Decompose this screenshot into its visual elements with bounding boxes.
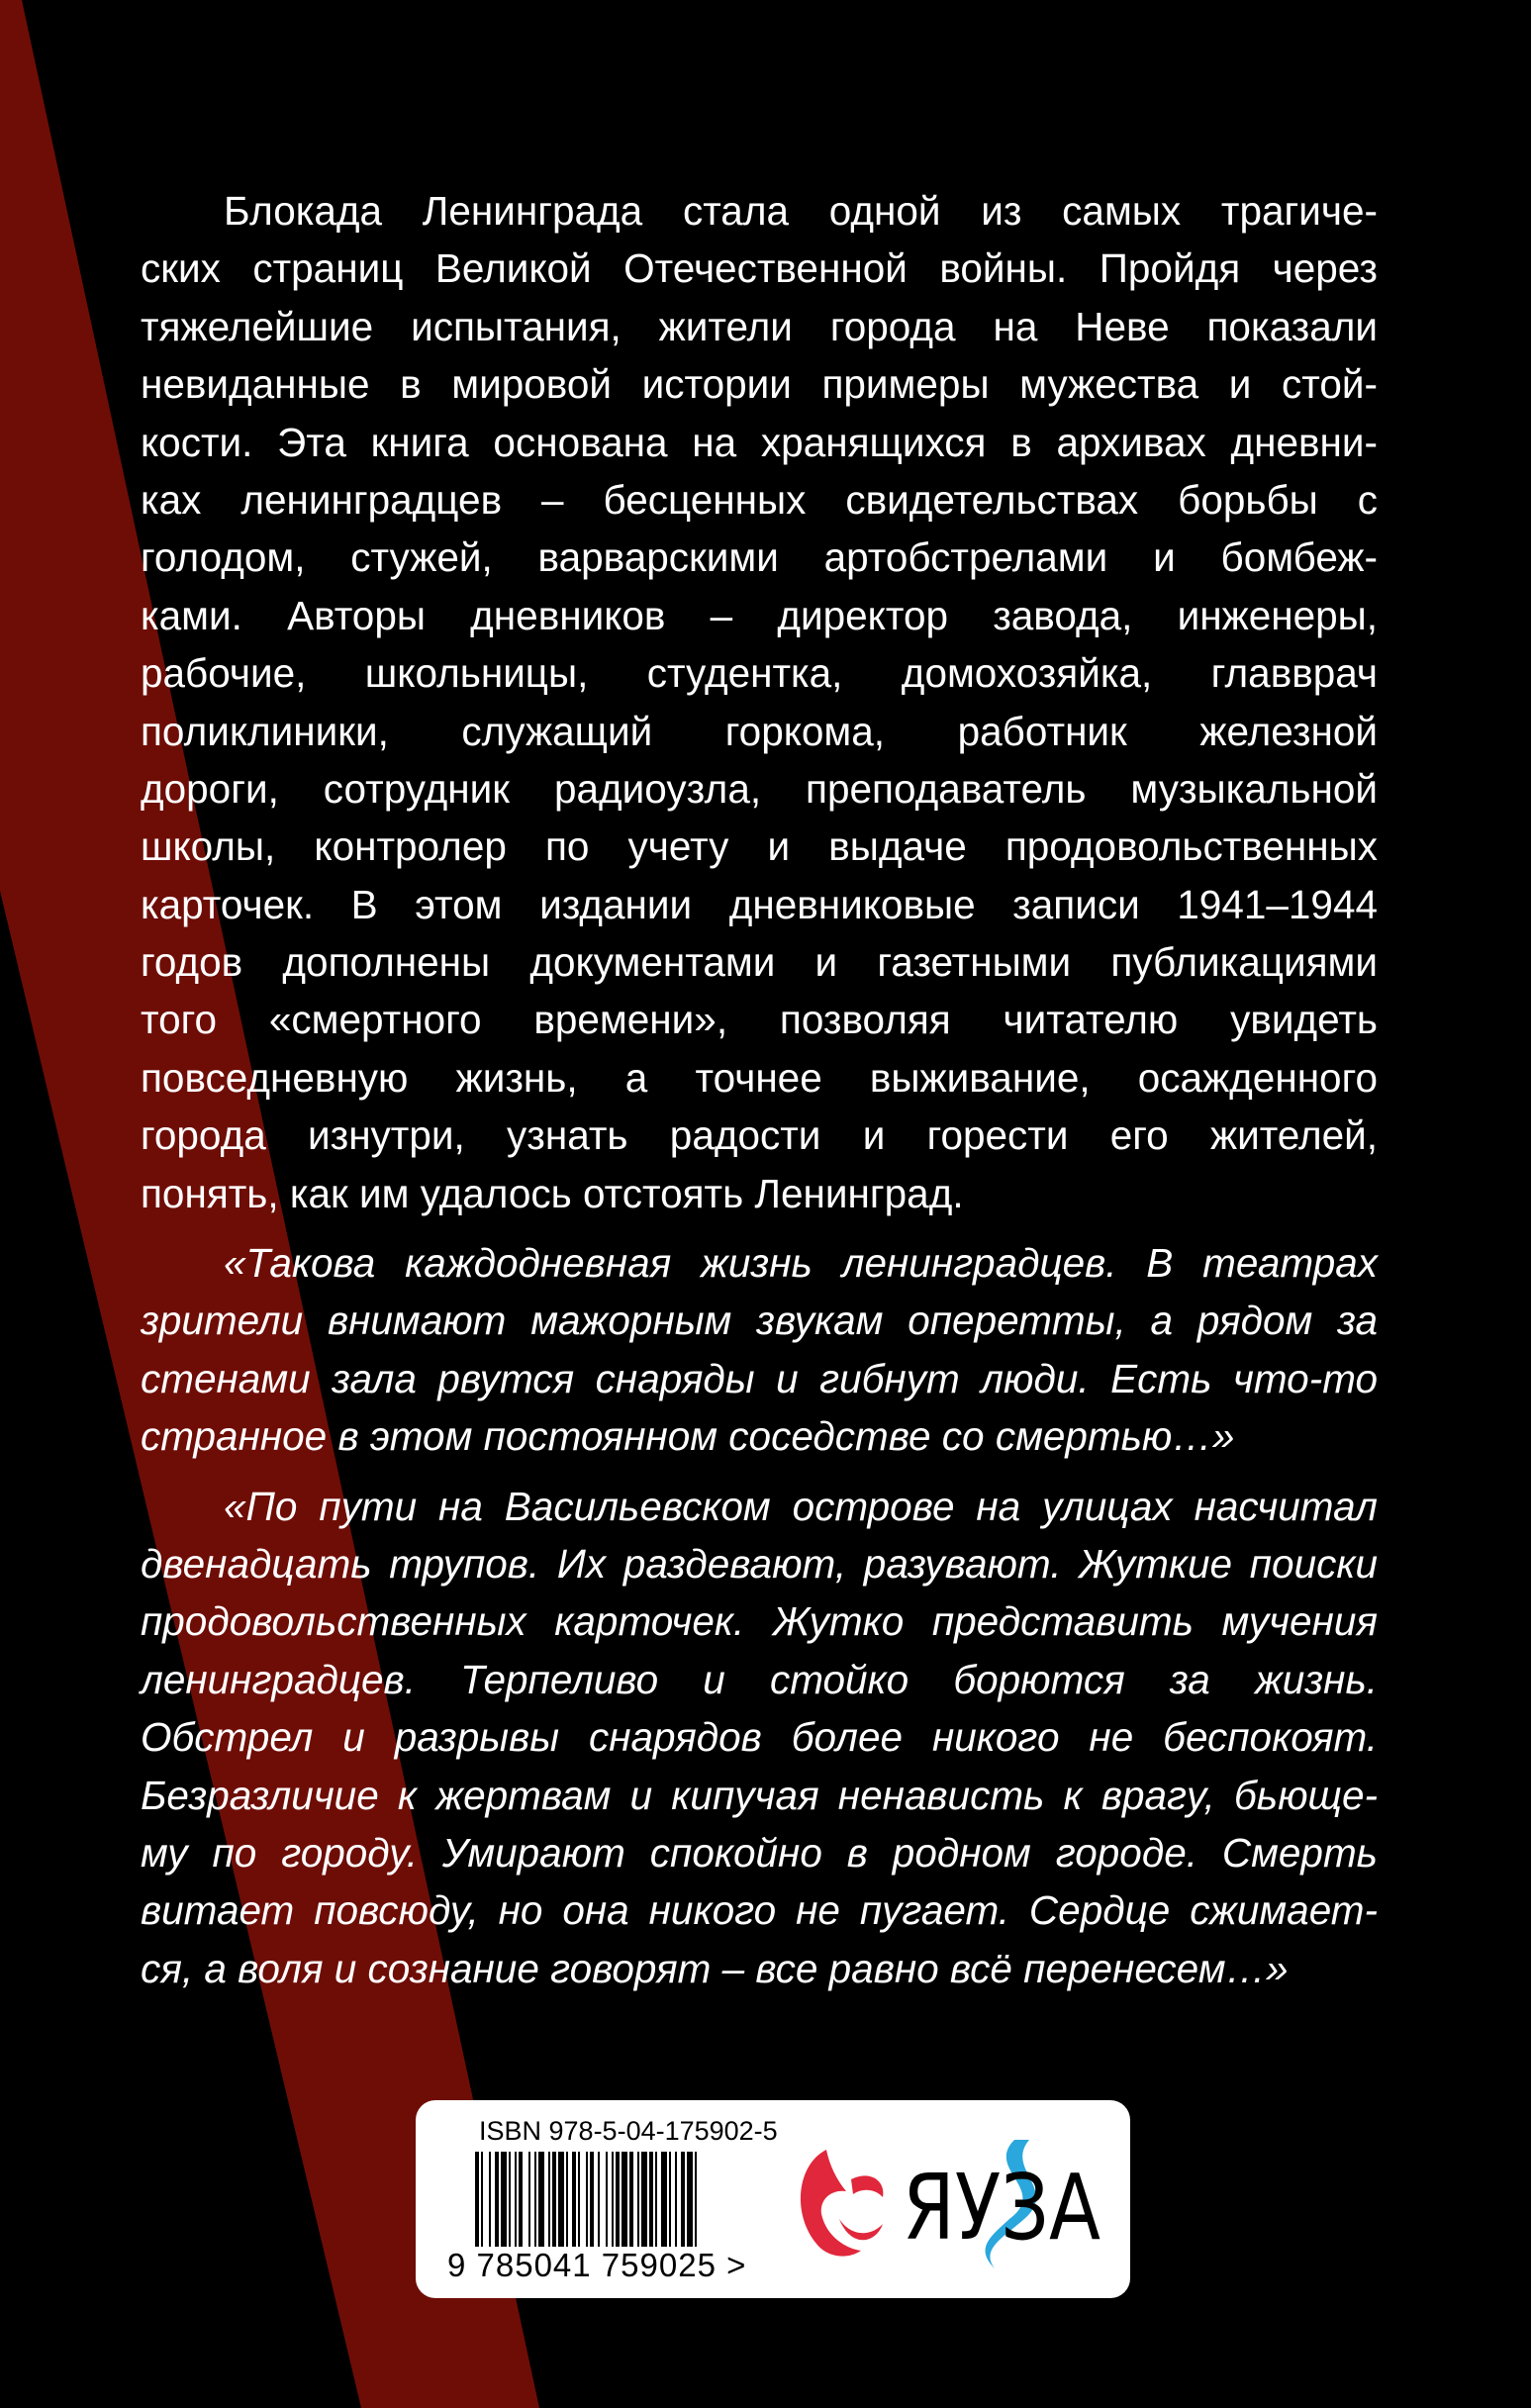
description-line: дороги, сотрудник радиоузла, преподаватель музыкальной — [141, 765, 1378, 812]
barcode-bar — [675, 2152, 677, 2247]
quote-line: му по городу. Умирают спокойно в родном городе. Смерть — [141, 1829, 1378, 1876]
barcode-bar — [519, 2152, 523, 2247]
barcode-bar — [509, 2152, 511, 2247]
description-line: годов дополнены документами и газетными публикациями — [141, 939, 1378, 986]
description-line: голодом, стужей, варварскими артобстрелами и бомбеж- — [141, 534, 1378, 581]
barcode-bar — [566, 2152, 568, 2247]
quote-line: ся, а воля и сознание говорят – все равно всё перенесем…» — [141, 1945, 1289, 1991]
description-line: понять, как им удалось отстоять Ленинград. — [141, 1170, 964, 1216]
description-line: Блокада Ленинграда стала одной из самых трагиче- — [224, 188, 1378, 234]
barcode-bar — [528, 2152, 530, 2247]
description-line: карточек. В этом издании дневниковые записи 1941–1944 — [141, 881, 1378, 927]
description-line: города изнутри, узнать радости и горести его жителей, — [141, 1112, 1378, 1159]
barcode-bar — [475, 2152, 479, 2247]
barcode-bar — [641, 2152, 647, 2247]
description-line: того «смертного времени», позволяя читателю увидеть — [141, 997, 1378, 1043]
barcode-bar — [534, 2152, 536, 2247]
quote-paragraph-2 — [141, 1478, 1378, 1998]
barcode-panel — [416, 2100, 1130, 2298]
barcode-bar — [598, 2152, 600, 2247]
barcode-bar — [649, 2152, 653, 2247]
barcode-bar — [558, 2152, 564, 2247]
publisher-logo — [792, 2120, 1108, 2278]
barcode-bar — [612, 2152, 614, 2247]
barcode-bar — [572, 2152, 576, 2247]
barcode-bar — [629, 2152, 633, 2247]
quote-line: Безразличие к жертвам и кипучая ненависть к врагу, бьюще- — [141, 1772, 1378, 1818]
description-line: ках ленинградцев – бесценных свидетельствах борьбы с — [141, 476, 1378, 523]
barcode-bar — [681, 2152, 685, 2247]
quote-line: странное в этом постоянном соседстве со смертью…» — [141, 1413, 1235, 1460]
barcode-bar — [552, 2152, 556, 2247]
quote-line: «Такова каждодневная жизнь ленинградцев. В театрах — [224, 1240, 1378, 1287]
barcode-bar — [622, 2152, 627, 2247]
barcode-bar — [669, 2152, 671, 2247]
isbn-label: ISBN 978-5-04-175902-5 — [479, 2116, 778, 2146]
barcode-bars — [475, 2152, 772, 2251]
barcode-bar — [495, 2152, 499, 2247]
quote-line: продовольственных карточек. Жутко представить мучения — [141, 1598, 1378, 1645]
barcode-bar — [538, 2152, 544, 2247]
barcode-bar — [695, 2152, 697, 2247]
quote-line: двенадцать трупов. Их раздевают, разувают. Жуткие поиски — [141, 1540, 1378, 1587]
description-paragraph — [141, 182, 1378, 1222]
description-line: ских страниц Великой Отечественной войны. Пройдя через — [141, 245, 1378, 292]
description-line: ками. Авторы дневников – директор завода, инженеры, — [141, 592, 1378, 638]
barcode-bar — [606, 2152, 608, 2247]
barcode-bar — [501, 2152, 507, 2247]
description-line: невиданные в мировой истории примеры мужества и стой- — [141, 361, 1378, 408]
quote-line: стенами зала рвутся снаряды и гибнут люди. Есть что-то — [141, 1355, 1378, 1401]
quote-paragraph-1 — [141, 1234, 1378, 1466]
barcode-bar — [586, 2152, 588, 2247]
barcode-bar — [687, 2152, 693, 2247]
logo-text: ЯУЗА — [903, 2155, 1101, 2261]
barcode-bar — [481, 2152, 483, 2247]
description-line: повседневную жизнь, а точнее выживание, осажденного — [141, 1054, 1378, 1101]
description-line: поликлиники, служащий горкома, работник железной — [141, 708, 1378, 754]
quote-line: Обстрел и разрывы снарядов более никого не беспокоят. — [141, 1714, 1378, 1761]
description-line: кости. Эта книга основана на хранящихся в архивах дневни- — [141, 419, 1378, 465]
barcode-bar — [489, 2152, 491, 2247]
barcode-bar — [616, 2152, 620, 2247]
description-line: рабочие, школьницы, студентка, домохозяйка, главврач — [141, 650, 1378, 697]
barcode-bar — [578, 2152, 580, 2247]
description-line: школы, контролер по учету и выдаче продовольственных — [141, 823, 1378, 870]
barcode-bar — [637, 2152, 639, 2247]
barcode-bar — [548, 2152, 550, 2247]
quote-line: витает повсюду, но она никого не пугает. Сердце сжимает- — [141, 1887, 1378, 1934]
quote-line: «По пути на Васильевском острове на улицах насчитал — [224, 1483, 1378, 1529]
quote-line: ленинградцев. Терпеливо и стойко борются за жизнь. — [141, 1656, 1378, 1702]
barcode-bar — [515, 2152, 517, 2247]
barcode-digits: 9 785041 759025 > — [447, 2247, 747, 2283]
barcode-bar — [661, 2152, 667, 2247]
quote-line: зрители внимают мажорным звукам оперетты, а рядом за — [141, 1298, 1378, 1344]
description-line: тяжелейшие испытания, жители города на Неве показали — [141, 303, 1378, 349]
barcode-bar — [590, 2152, 594, 2247]
back-cover-text — [141, 182, 1378, 1997]
barcode-bar — [655, 2152, 657, 2247]
logo-emblem-icon — [801, 2150, 883, 2257]
